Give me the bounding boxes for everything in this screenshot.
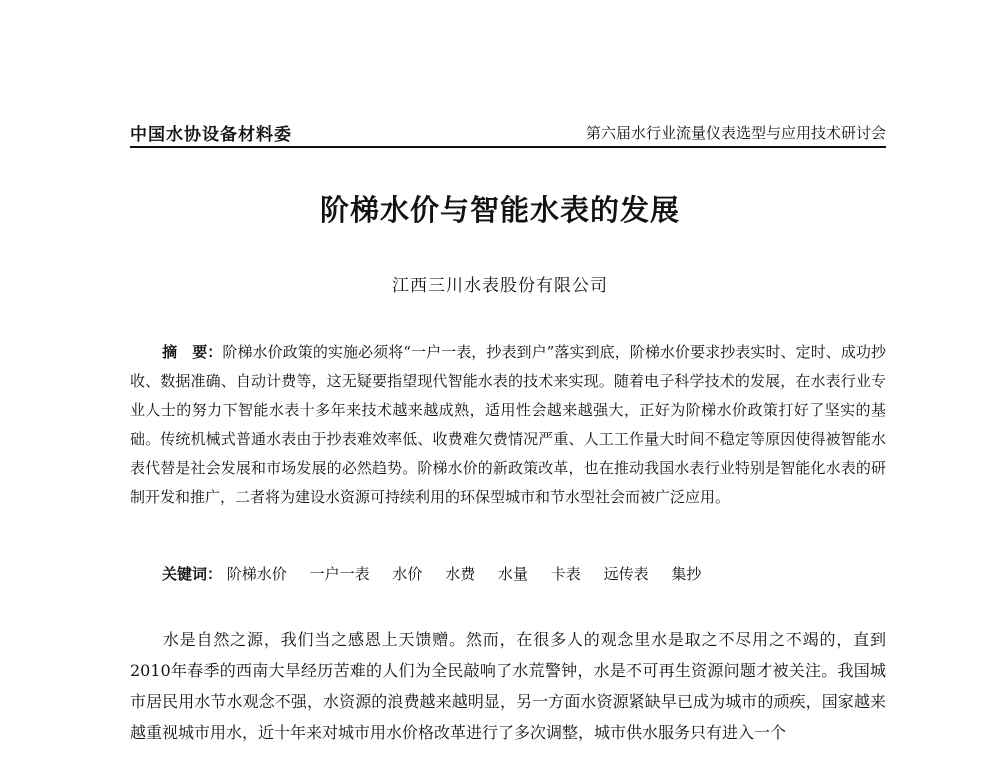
- abstract-text: 阶梯水价政策的实施必须将“一户一表，抄表到户”落实到底，阶梯水价要求抄表实时、定时、成功抄收、数据准确、自动计费等，这无疑要指望现代智能水表的技术来实现。随着电子科学技术的发展，在水表行业专业人士的努力下智能水表十多年来技术越来越成熟，适用性会越来越强大，正好为阶梯水价政策打好了坚实的基础。传统机械式普通水表由于抄表难效率低、收费难欠费情况严重、人工工作量大时间不稳定等原因使得被智能水表代替是社会发展和市场发展的必然趋势。阶梯水价的新政策改革，也在推动我国水表行业特别是智能化水表的研制开发和推广，二者将为建设水资源可持续利用的环保型城市和节水型社会而被广泛应用。: [130, 343, 886, 506]
- keyword: 水费: [445, 565, 476, 583]
- header-left-text: 中国水协设备材料委: [130, 125, 292, 145]
- body-paragraph-text: 水是自然之源，我们当之感恩上天馈赠。然而，在很多人的观念里水是取之不尽用之不竭的，直到2010年春季的西南大旱经历苦难的人们为全民敲响了水荒警钟，水是不可再生资源问题才被关注。我国城市居民用水节水观念不强，水资源的浪费越来越明显，另一方面水资源紧缺早已成为城市的顽疾，国家越来越重视城市用水，近十年来对城市用水价格改革进行了多次调整，城市供水服务只有进入一个: [130, 630, 886, 742]
- header-right-text: 第六届水行业流量仪表选型与应用技术研讨会: [585, 124, 886, 142]
- keyword: 集抄: [671, 565, 702, 583]
- keywords: [162, 560, 886, 589]
- keyword: 水价: [392, 565, 423, 583]
- paper-title: 阶梯水价与智能水表的发展: [319, 193, 680, 227]
- keyword: 一户一表: [309, 565, 370, 583]
- keyword: 卡表: [550, 565, 581, 583]
- keyword: 阶梯水价: [226, 565, 287, 583]
- keyword: 水量: [497, 565, 528, 583]
- author-organization: 江西三川水表股份有限公司: [392, 276, 608, 296]
- abstract: [130, 338, 886, 512]
- keyword: 远传表: [603, 565, 649, 583]
- abstract-label: 摘 要：: [162, 343, 223, 361]
- keywords-label: 关键词：: [162, 565, 223, 583]
- body-paragraph: [130, 624, 886, 748]
- running-header: [130, 116, 886, 148]
